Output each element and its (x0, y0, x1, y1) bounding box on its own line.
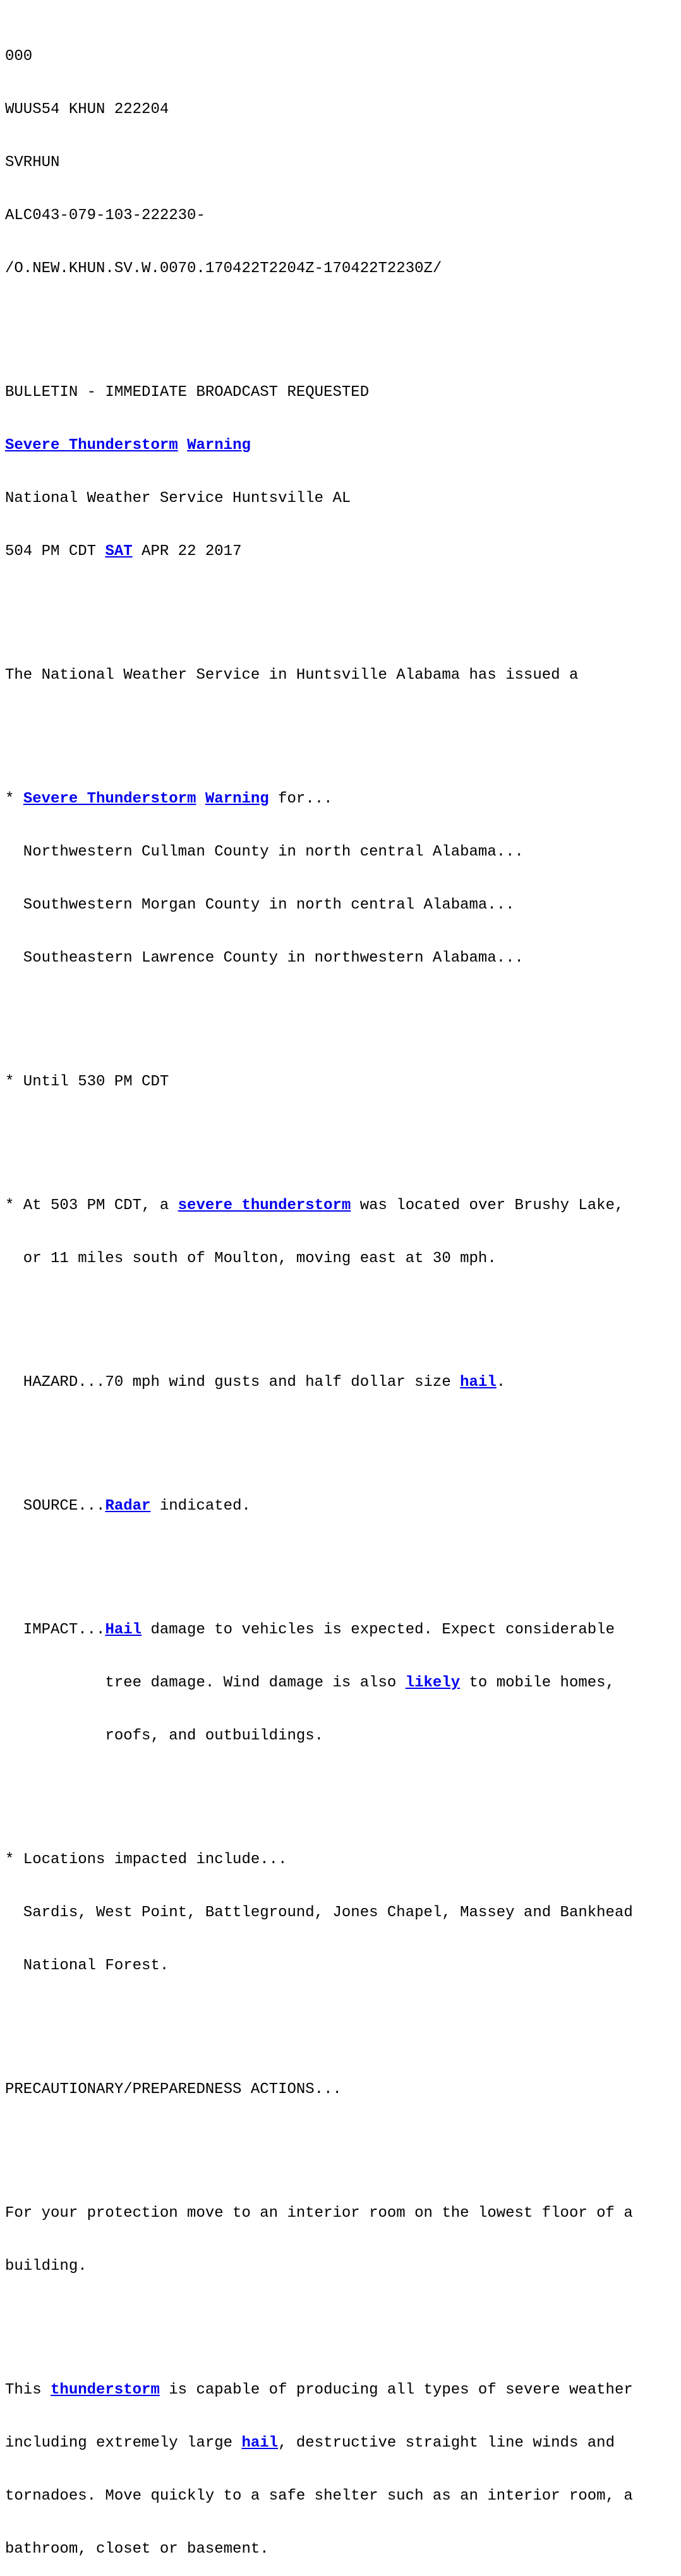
bulletin-line: BULLETIN - IMMEDIATE BROADCAST REQUESTED (5, 384, 370, 401)
storm-note-line1-suffix: is capable of producing all types of severe weather (159, 2382, 633, 2399)
severe-thunderstorm-link[interactable]: Severe Thunderstorm (23, 790, 196, 808)
locations-list-2: National Forest. (5, 1957, 169, 1974)
blank-line (5, 1780, 675, 1798)
storm-note-line-4: bathroom, closet or basement. (5, 2541, 269, 2558)
hail-link[interactable]: hail (460, 1374, 497, 1391)
product-title (5, 437, 675, 455)
hazard-prefix: HAZARD...70 mph wind gusts and half dollar size (5, 1374, 461, 1391)
header-line: ALC043-079-103-222230- (5, 207, 205, 224)
storm-note-line-3: tornadoes. Move quickly to a safe shelter such as an interior room, a (5, 2488, 633, 2505)
impact-line-2 (5, 1674, 675, 1692)
storm-note-line-2 (5, 2435, 675, 2452)
warning-for-line (5, 790, 675, 808)
source-line (5, 1498, 675, 1515)
blank-line (5, 720, 675, 737)
warning-for-suffix: for... (268, 790, 333, 808)
storm-note-line (5, 2382, 675, 2399)
blank-line (5, 1126, 675, 1144)
county-line: Southwestern Morgan County in north central Alabama... (5, 897, 515, 914)
warning-text-document (5, 13, 675, 2576)
likely-link[interactable]: likely (405, 1674, 461, 1691)
hazard-line (5, 1374, 675, 1392)
impact-prefix: IMPACT... (5, 1621, 105, 1638)
storm-note-line2-prefix: including extremely large (5, 2435, 242, 2452)
issue-date-suffix: APR 22 2017 (132, 543, 242, 560)
blank-line (5, 2311, 675, 2329)
hail-link[interactable]: hail (241, 2435, 279, 2452)
impact-line-3: roofs, and outbuildings. (5, 1727, 324, 1744)
header-line: SVRHUN (5, 154, 60, 171)
header-line: WUUS54 KHUN 222204 (5, 101, 169, 118)
source-prefix: SOURCE... (5, 1498, 105, 1515)
bullet-prefix: * (5, 790, 23, 808)
issue-time-prefix: 504 PM CDT (5, 543, 105, 560)
impact-line2-prefix: tree damage. Wind damage is also (5, 1674, 406, 1691)
protection-line-2: building. (5, 2258, 87, 2275)
storm-location-line-2: or 11 miles south of Moulton, moving east at 30 mph. (5, 1250, 497, 1267)
impact-line2-suffix: to mobile homes, (460, 1674, 615, 1691)
storm-location-line (5, 1197, 675, 1215)
source-suffix: indicated. (150, 1498, 251, 1515)
blank-line (5, 2010, 675, 2028)
county-line: Northwestern Cullman County in north central Alabama... (5, 844, 524, 861)
issuing-office: National Weather Service Huntsville AL (5, 490, 351, 507)
storm-location-suffix: was located over Brushy Lake, (351, 1197, 624, 1214)
vtec-line: /O.NEW.KHUN.SV.W.0070.170422T2204Z-170422T2230Z/ (5, 260, 442, 277)
protection-line: For your protection move to an interior room on the lowest floor of a (5, 2205, 633, 2222)
blank-line (5, 313, 675, 331)
intro-text: The National Weather Service in Huntsville Alabama has issued a (5, 667, 579, 684)
sat-link[interactable]: SAT (105, 543, 133, 560)
impact-line (5, 1621, 675, 1639)
until-line: * Until 530 PM CDT (5, 1073, 169, 1090)
county-line: Southeastern Lawrence County in northwestern Alabama... (5, 950, 524, 967)
blank-line (5, 1303, 675, 1321)
blank-line (5, 1003, 675, 1020)
blank-line (5, 2134, 675, 2152)
warning-link[interactable]: Warning (187, 437, 251, 454)
precaution-heading: PRECAUTIONARY/PREPAREDNESS ACTIONS... (5, 2081, 342, 2098)
header-line: 000 (5, 48, 33, 65)
hail-link[interactable]: Hail (105, 1621, 142, 1638)
locations-list: Sardis, West Point, Battleground, Jones Chapel, Massey and Bankhead (5, 1904, 633, 1921)
blank-line (5, 1551, 675, 1568)
thunderstorm-link[interactable]: thunderstorm (51, 2382, 160, 2399)
blank-line (5, 1427, 675, 1445)
severe-thunderstorm-link[interactable]: Severe Thunderstorm (5, 437, 178, 454)
impact-line1-suffix: damage to vehicles is expected. Expect considerable (142, 1621, 615, 1638)
radar-link[interactable]: Radar (105, 1498, 151, 1515)
issue-time (5, 543, 675, 561)
hazard-suffix: . (496, 1374, 506, 1391)
storm-note-prefix: This (5, 2382, 51, 2399)
severe-thunderstorm-link[interactable]: severe thunderstorm (178, 1197, 351, 1214)
storm-location-prefix: * At 503 PM CDT, a (5, 1197, 178, 1214)
blank-line (5, 596, 675, 614)
locations-heading: * Locations impacted include... (5, 1851, 287, 1868)
storm-note-line2-suffix: , destructive straight line winds and (278, 2435, 615, 2452)
warning-link[interactable]: Warning (205, 790, 269, 808)
